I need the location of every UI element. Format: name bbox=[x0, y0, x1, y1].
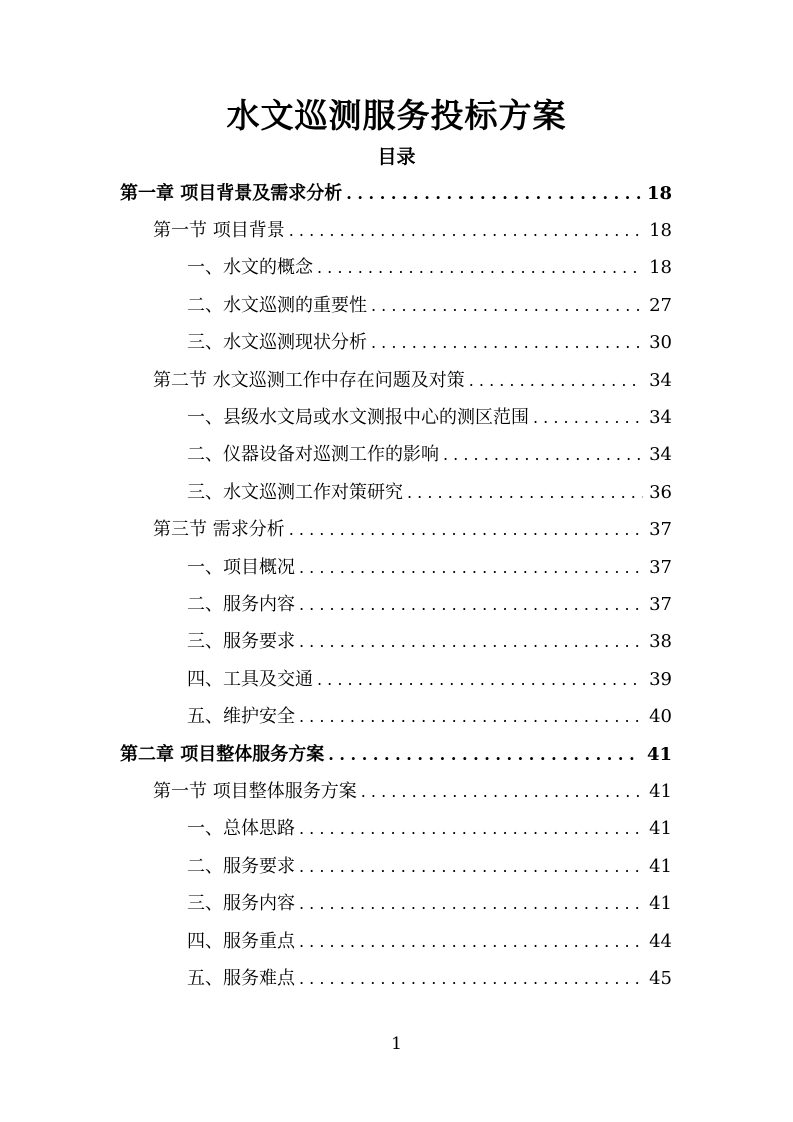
toc-entry-label: 一、水文的概念 bbox=[187, 257, 313, 279]
toc-entry[interactable] bbox=[187, 287, 672, 324]
toc-entry-label: 一、县级水文局或水文测报中心的测区范围 bbox=[187, 406, 529, 428]
toc-dot-leader bbox=[299, 967, 643, 991]
toc-dot-leader bbox=[328, 743, 641, 767]
toc-dot-leader bbox=[371, 331, 643, 355]
toc-dot-leader bbox=[299, 855, 643, 879]
toc-entry[interactable] bbox=[187, 549, 672, 586]
toc-entry[interactable] bbox=[187, 437, 672, 474]
toc-entry[interactable] bbox=[187, 923, 672, 960]
toc-dot-leader bbox=[299, 892, 643, 916]
toc-entry-label: 三、水文巡测现状分析 bbox=[187, 332, 367, 354]
toc-dot-leader bbox=[317, 668, 643, 692]
toc-entry-page: 37 bbox=[649, 593, 672, 615]
toc-entry[interactable] bbox=[187, 699, 672, 736]
toc-entry[interactable] bbox=[187, 886, 672, 923]
toc-entry-label: 第二章 项目整体服务方案 bbox=[120, 743, 325, 765]
toc-entry-page: 41 bbox=[649, 855, 672, 877]
toc-entry-label: 第一节 项目整体服务方案 bbox=[153, 780, 357, 802]
toc-entry-page: 18 bbox=[649, 219, 672, 241]
toc-entry-page: 41 bbox=[646, 743, 672, 765]
toc-entry-page: 37 bbox=[649, 519, 672, 541]
toc-entry-page: 18 bbox=[646, 182, 672, 204]
toc-entry[interactable] bbox=[153, 362, 672, 399]
toc-entry[interactable] bbox=[187, 848, 672, 885]
toc-entry[interactable] bbox=[187, 474, 672, 511]
toc-entry-label: 一、项目概况 bbox=[187, 556, 295, 578]
toc-entry-page: 39 bbox=[649, 668, 672, 690]
toc-entry-label: 第一章 项目背景及需求分析 bbox=[120, 182, 343, 204]
toc-entry[interactable] bbox=[153, 512, 672, 549]
toc-dot-leader bbox=[317, 256, 643, 280]
toc-entry-label: 三、服务内容 bbox=[187, 893, 295, 915]
toc-dot-leader bbox=[443, 443, 643, 467]
toc-entry-page: 36 bbox=[649, 481, 672, 503]
toc-entry-page: 18 bbox=[649, 257, 672, 279]
toc-entry-page: 34 bbox=[649, 369, 672, 391]
toc-entry-page: 41 bbox=[649, 893, 672, 915]
toc-dot-leader bbox=[299, 630, 643, 654]
toc-entry-label: 二、仪器设备对巡测工作的影响 bbox=[187, 444, 439, 466]
toc-entry-page: 30 bbox=[649, 332, 672, 354]
toc-entry-page: 40 bbox=[649, 706, 672, 728]
toc-entry-page: 34 bbox=[649, 444, 672, 466]
toc-entry[interactable] bbox=[120, 175, 672, 212]
document-title: 水文巡测服务投标方案 bbox=[226, 96, 567, 135]
toc-dot-leader bbox=[407, 481, 643, 505]
toc-dot-leader bbox=[299, 817, 643, 841]
toc-entry-label: 四、工具及交通 bbox=[187, 668, 313, 690]
toc-dot-leader bbox=[289, 219, 643, 243]
toc-entry[interactable] bbox=[120, 736, 672, 773]
toc-entry-label: 第一节 项目背景 bbox=[153, 219, 285, 241]
toc-dot-leader bbox=[533, 406, 643, 430]
toc-entry[interactable] bbox=[187, 250, 672, 287]
toc-entry[interactable] bbox=[187, 624, 672, 661]
toc-entry-label: 第二节 水文巡测工作中存在问题及对策 bbox=[153, 369, 465, 391]
toc-entry-label: 五、服务难点 bbox=[187, 967, 295, 989]
toc-entry-page: 41 bbox=[649, 780, 672, 802]
toc-entry-label: 五、维护安全 bbox=[187, 706, 295, 728]
toc-dot-leader bbox=[299, 930, 643, 954]
toc-entry-page: 37 bbox=[649, 556, 672, 578]
toc-entry-page: 34 bbox=[649, 406, 672, 428]
toc-entry-label: 三、水文巡测工作对策研究 bbox=[187, 481, 403, 503]
toc-dot-leader bbox=[289, 518, 643, 542]
toc-entry-label: 一、总体思路 bbox=[187, 818, 295, 840]
toc-entry[interactable] bbox=[187, 661, 672, 698]
toc-entry[interactable] bbox=[187, 811, 672, 848]
toc-entry-page: 44 bbox=[649, 930, 672, 952]
toc-entry-page: 27 bbox=[649, 294, 672, 316]
toc-entry[interactable] bbox=[153, 212, 672, 249]
toc-dot-leader bbox=[361, 780, 643, 804]
toc-entry-label: 二、水文巡测的重要性 bbox=[187, 294, 367, 316]
toc-entry[interactable] bbox=[153, 773, 672, 810]
toc-entry-page: 38 bbox=[649, 631, 672, 653]
toc-entry-label: 四、服务重点 bbox=[187, 930, 295, 952]
toc-entry-label: 二、服务要求 bbox=[187, 855, 295, 877]
toc-dot-leader bbox=[299, 593, 643, 617]
toc-entry[interactable] bbox=[187, 960, 672, 997]
toc-dot-leader bbox=[371, 294, 643, 318]
toc-entry[interactable] bbox=[187, 325, 672, 362]
toc-entry[interactable] bbox=[187, 586, 672, 623]
toc-entry-page: 41 bbox=[649, 818, 672, 840]
toc-dot-leader bbox=[299, 556, 643, 580]
toc-dot-leader bbox=[469, 369, 643, 393]
toc-entry-label: 二、服务内容 bbox=[187, 593, 295, 615]
page-number: 1 bbox=[391, 1034, 402, 1054]
toc-dot-leader bbox=[299, 705, 643, 729]
toc-entry-label: 第三节 需求分析 bbox=[153, 519, 285, 541]
toc-heading: 目录 bbox=[377, 146, 416, 168]
toc-entry-label: 三、服务要求 bbox=[187, 631, 295, 653]
toc-dot-leader bbox=[346, 182, 641, 206]
toc-entry-page: 45 bbox=[649, 967, 672, 989]
toc-entry[interactable] bbox=[187, 399, 672, 436]
